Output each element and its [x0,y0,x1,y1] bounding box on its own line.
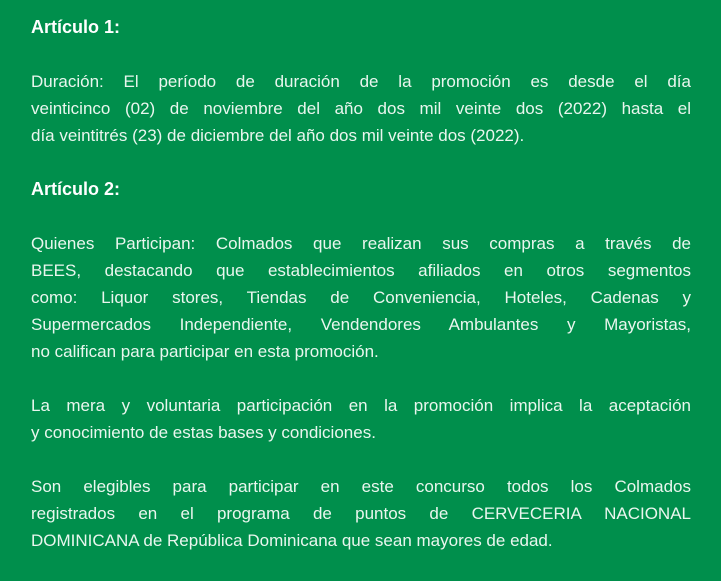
text-line: no califican para participar en esta promoción. [31,342,379,361]
text-line: Son elegibles para participar en este concurso todos los Colmados [31,477,691,496]
text-line: como: Liquor stores, Tiendas de Conveniencia, Hoteles, Cadenas y [31,288,691,307]
text-line: y conocimiento de estas bases y condiciones. [31,423,376,442]
text-line: día veintitrés (23) de diciembre del año dos mil veinte dos (2022). [31,126,525,145]
text-line: DOMINICANA de República Dominicana que sean mayores de edad. [31,531,553,550]
text-line: registrados en el programa de puntos de CERVECERIA NACIONAL [31,504,691,523]
eligibility-paragraph [31,473,691,554]
text-line: Duración: El período de duración de la promoción es desde el día [31,72,691,91]
acceptance-paragraph [31,392,691,446]
article-1-duration-paragraph [31,68,691,149]
text-line: Quienes Participan: Colmados que realizan sus compras a través de [31,234,691,253]
text-line: Supermercados Independiente, Vendendores Ambulantes y Mayoristas, [31,315,691,334]
text-line: BEES, destacando que establecimientos afiliados en otros segmentos [31,261,691,280]
text-line: veinticinco (02) de noviembre del año dos mil veinte dos (2022) hasta el [31,99,691,118]
participants-paragraph [31,230,691,365]
article-1-heading: Artículo 1: [31,17,121,37]
terms-document [31,14,691,581]
text-line: La mera y voluntaria participación en la promoción implica la aceptación [31,396,691,415]
article-2-heading: Artículo 2: [31,179,121,199]
